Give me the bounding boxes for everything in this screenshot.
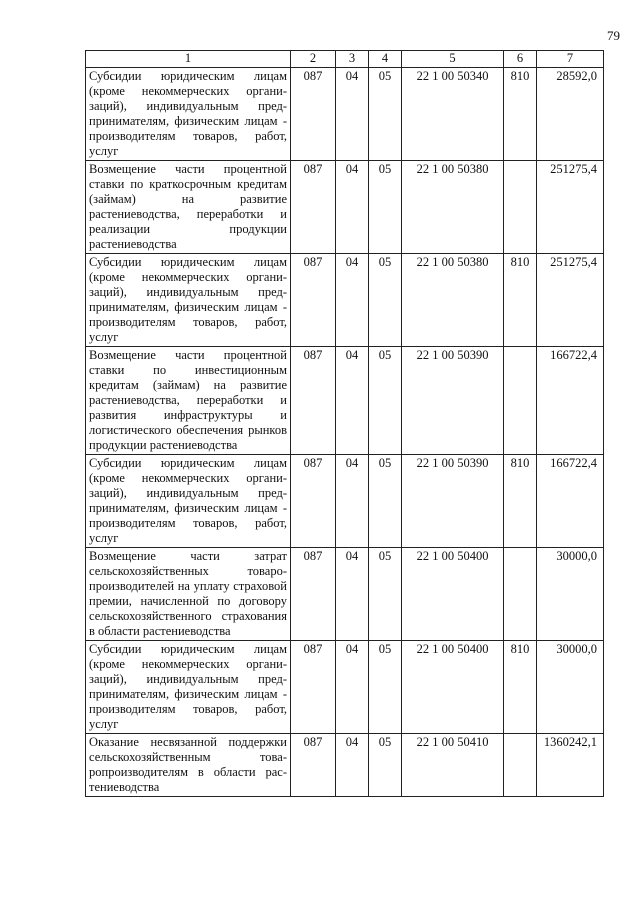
amount: 251275,4 [537,254,604,347]
ministry-code: 087 [291,161,336,254]
column-header: 4 [369,51,402,68]
expense-type-code [504,734,537,797]
section-code: 04 [336,734,369,797]
section-code: 04 [336,161,369,254]
column-header: 2 [291,51,336,68]
section-code: 04 [336,548,369,641]
subsection-code: 05 [369,548,402,641]
row-description: Субсидии юридическим лицам (кроме некоммерческих организаций), индивидуальным предпринимателям, физическим лицам - производителям товаров, работ, услуг [86,641,291,734]
ministry-code: 087 [291,68,336,161]
section-code: 04 [336,68,369,161]
expense-type-code: 810 [504,455,537,548]
column-header: 7 [537,51,604,68]
section-code: 04 [336,254,369,347]
expense-type-code: 810 [504,68,537,161]
subsection-code: 05 [369,641,402,734]
expense-type-code [504,161,537,254]
row-description: Субсидии юридическим лицам (кроме некоммерческих организаций), индивидуальным предпринимателям, физическим лицам - производителям товаров, работ, услуг [86,455,291,548]
table-row [86,455,604,548]
column-header: 3 [336,51,369,68]
ministry-code: 087 [291,347,336,455]
ministry-code: 087 [291,455,336,548]
section-code: 04 [336,347,369,455]
target-article-code: 22 1 00 50400 [402,641,504,734]
table-row [86,734,604,797]
target-article-code: 22 1 00 50340 [402,68,504,161]
column-header: 6 [504,51,537,68]
table-row [86,641,604,734]
amount: 30000,0 [537,548,604,641]
amount: 1360242,1 [537,734,604,797]
ministry-code: 087 [291,734,336,797]
subsection-code: 05 [369,455,402,548]
header-row [86,51,604,68]
target-article-code: 22 1 00 50380 [402,254,504,347]
expense-type-code [504,548,537,641]
amount: 166722,4 [537,455,604,548]
target-article-code: 22 1 00 50390 [402,347,504,455]
column-header: 1 [86,51,291,68]
row-description: Субсидии юридическим лицам (кроме некоммерческих организаций), индивидуальным предпринимателям, физическим лицам - производителям товаров, работ, услуг [86,254,291,347]
budget-table [85,50,604,797]
subsection-code: 05 [369,68,402,161]
row-description: Возмещение части процентной ставки по краткосрочным кредитам (займам) на развитие растениеводства, переработки и реализации продукции растениеводства [86,161,291,254]
ministry-code: 087 [291,548,336,641]
table-row [86,548,604,641]
subsection-code: 05 [369,734,402,797]
amount: 166722,4 [537,347,604,455]
table-row [86,68,604,161]
amount: 251275,4 [537,161,604,254]
table-row [86,161,604,254]
expense-type-code: 810 [504,641,537,734]
expense-type-code: 810 [504,254,537,347]
row-description: Оказание несвязанной поддержки сельскохозяйственным товаропроизводителям в области растениеводства [86,734,291,797]
section-code: 04 [336,455,369,548]
amount: 30000,0 [537,641,604,734]
table-row [86,254,604,347]
target-article-code: 22 1 00 50390 [402,455,504,548]
section-code: 04 [336,641,369,734]
ministry-code: 087 [291,641,336,734]
row-description: Возмещение части затрат сельскохозяйственных товаропроизводителей на уплату страховой премии, начисленной по договору сельскохозяйственного страхования в области растениеводства [86,548,291,641]
target-article-code: 22 1 00 50400 [402,548,504,641]
amount: 28592,0 [537,68,604,161]
column-header: 5 [402,51,504,68]
subsection-code: 05 [369,161,402,254]
table-row [86,347,604,455]
row-description: Субсидии юридическим лицам (кроме некоммерческих организаций), индивидуальным предпринимателям, физическим лицам - производителям товаров, работ, услуг [86,68,291,161]
subsection-code: 05 [369,254,402,347]
subsection-code: 05 [369,347,402,455]
target-article-code: 22 1 00 50380 [402,161,504,254]
page-number: 79 [607,28,620,43]
row-description: Возмещение части процентной ставки по инвестиционным кредитам (займам) на развитие растениеводства, переработки и развития инфраструктуры и логистического обеспечения рынков продукции растениеводства [86,347,291,455]
target-article-code: 22 1 00 50410 [402,734,504,797]
expense-type-code [504,347,537,455]
ministry-code: 087 [291,254,336,347]
